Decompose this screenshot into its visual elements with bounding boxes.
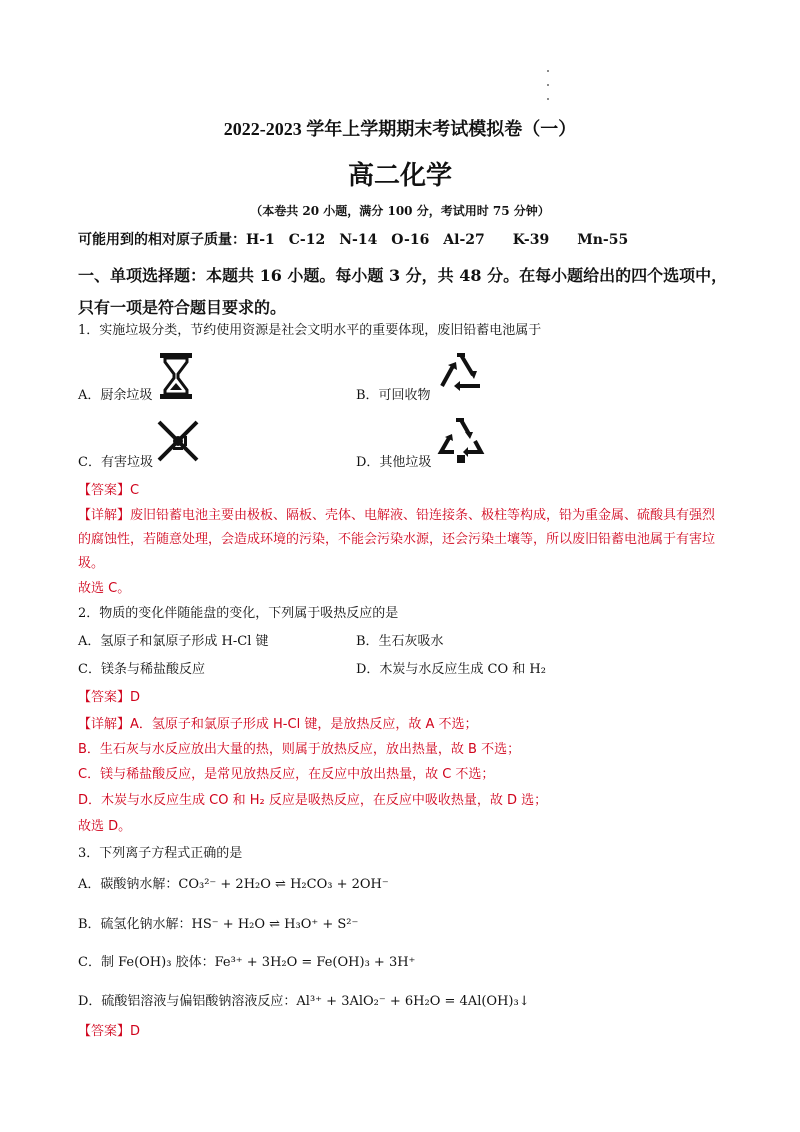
question-1-option-c: C．有害垃圾: [78, 455, 153, 470]
atomic-masses: 可能用到的相对原子质量：H-1 C-12 N-14 O-16 Al-27 K-39 Mn-55: [78, 232, 629, 248]
subject-title: 高二化学: [347, 161, 452, 191]
question-3-answer: 【答案】D: [78, 1024, 141, 1039]
question-2-answer: 【答案】D: [78, 690, 141, 705]
question-3-stem: 3．下列离子方程式正确的是: [78, 846, 243, 861]
decorative-dots: [545, 70, 551, 110]
exam-note: （本卷共 20 小题，满分 100 分，考试用时 75 分钟）: [250, 204, 550, 218]
question-1-answer: 【答案】C: [78, 483, 140, 498]
question-2-stem: 2．物质的变化伴随能盘的变化，下列属于吸热反应的是: [78, 606, 399, 621]
section-heading: 一、单项选择题：本题共 16 小题。每小题 3 分，共 48 分。在每小题给出的四个选项中，只有一项是符合题目要求的。: [78, 266, 728, 317]
question-2-detail-a: 【详解】A．氢原子和氯原子形成 H-Cl 键，是放热反应，故 A 不选；: [78, 717, 478, 732]
question-2-detail-d: D．木炭与水反应生成 CO 和 H₂ 反应是吸热反应，在反应中吸收热量，故 D 选；: [78, 793, 548, 808]
question-1-conclusion: 故选 C。: [78, 581, 131, 596]
hourglass-icon: [158, 352, 194, 400]
question-3-option-a: A．碳酸钠水解：CO₃²⁻ + 2H₂O ⇌ H₂CO₃ + 2OH⁻: [78, 877, 389, 892]
question-3-option-b: B．硫氢化钠水解：HS⁻ + H₂O ⇌ H₃O⁺ + S²⁻: [78, 917, 359, 932]
question-3-option-d: D．硫酸铝溶液与偏铝酸钠溶液反应：Al³⁺ + 3AlO₂⁻ + 6H₂O = 4Al(OH)₃↓: [78, 994, 530, 1009]
question-2-option-c: C．镁条与稀盐酸反应: [78, 662, 205, 677]
question-1-option-b: B．可回收物: [356, 388, 431, 403]
question-1-option-d: D．其他垃圾: [356, 455, 432, 470]
question-2-option-d: D．木炭与水反应生成 CO 和 H₂: [356, 662, 546, 677]
question-2-detail-b: B．生石灰与水反应放出大量的热，则属于放热反应，放出热量，故 B 不选；: [78, 742, 521, 757]
exam-title: 2022-2023 学年上学期期末考试模拟卷（一）: [223, 119, 577, 139]
question-2-option-a: A．氢原子和氯原子形成 H-Cl 键: [78, 634, 269, 649]
question-3-option-c: C．制 Fe(OH)₃ 胶体：Fe³⁺ + 3H₂O = Fe(OH)₃ + 3H⁺: [78, 955, 416, 970]
question-1-detail: 【详解】废旧铅蓄电池主要由极板、隔板、壳体、电解液、铅连接条、极柱等构成，铅为重金属、硫酸具有强烈的腐蚀性，若随意处理，会造成环境的污染，不能会污染水源，还会污染土壤等，所以废旧铅蓄电池属于有害垃圾。: [78, 508, 716, 571]
question-2-detail-c: C．镁与稀盐酸反应，是常见放热反应，在反应中放出热量，故 C 不选；: [78, 767, 495, 782]
hazard-cross-icon: [155, 418, 201, 464]
question-2-conclusion: 故选 D。: [78, 819, 132, 834]
question-2-option-b: B．生石灰吸水: [356, 634, 444, 649]
other-waste-icon: [437, 417, 485, 465]
question-1-stem: 1．实施垃圾分类，节约使用资源是社会文明水平的重要体现，废旧铅蓄电池属于: [78, 323, 542, 338]
recycle-icon: [437, 352, 485, 394]
question-1-option-a: A．厨余垃圾: [78, 388, 153, 403]
